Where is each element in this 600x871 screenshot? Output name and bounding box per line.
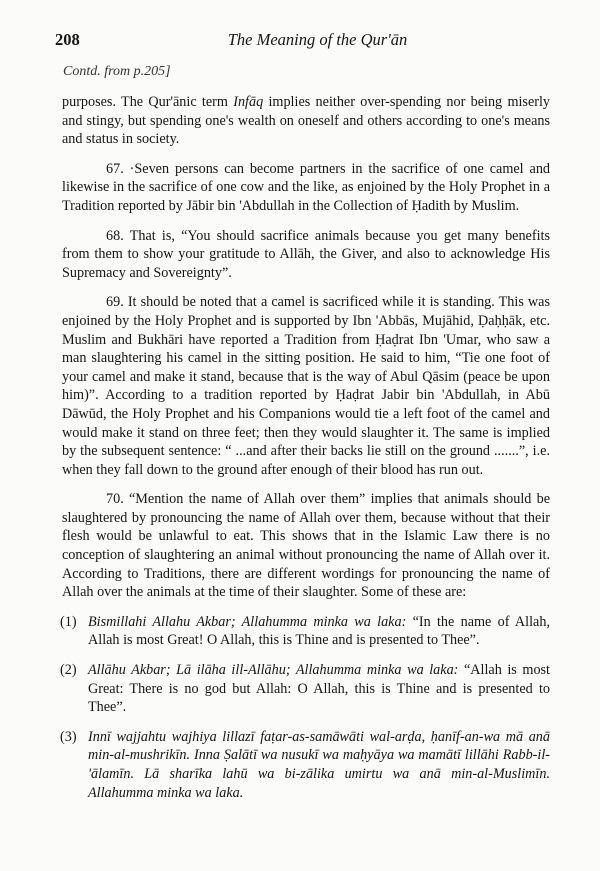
term-infaq: Infāq: [233, 94, 264, 110]
note-text: That is, “You should sacrifice animals because you get many benefits from them to show your gratitude to Allāh, the Giver, and also to acknowledge His Supremacy and Sovereignty”.: [62, 227, 550, 281]
translation: “Allah is most Great: There is no god but Allah: O Allah, this is Thine and is presented to Thee”.: [88, 662, 550, 716]
page-body: [62, 93, 550, 813]
page-number: 208: [55, 30, 80, 49]
invocation-3: [62, 728, 550, 802]
note-67: [62, 160, 550, 216]
list-label: (2): [60, 662, 77, 679]
note-number: 70.: [106, 491, 124, 508]
invocation-1: [62, 613, 550, 650]
note-text: “Mention the name of Allah over them” implies that animals should be slaughtered by pronouncing the name of Allah over them, because without that their flesh would be unlawful to eat. This shows that in the Islamic Law there is no conception of slaughtering an animal without pronouncing the name of Allah over it. According to Traditions, there are different wordings for pronouncing the name of Allah over the animals at the time of their slaughter. Some of these are:: [62, 491, 550, 601]
intro-text-post: implies neither over-spending nor being miserly and stingy, but spending one's wealth on oneself and others according to one's means and status in society.: [62, 94, 550, 148]
note-text: ·Seven persons can become partners in the sacrifice of one camel and likewise in the sacrifice of one cow and the like, as enjoined by the Holy Prophet in a Tradition reported by Jābir bin 'Abdullah in the Collection of Ḥadith by Muslim.: [62, 160, 551, 214]
note-number: 69.: [106, 294, 124, 311]
note-70: [62, 490, 550, 602]
invocation-text: [88, 728, 550, 802]
continuation-note: Contd. from p.205]: [63, 64, 171, 79]
transliteration: Allāhu Akbar; Lā ilāha ill-Allāhu; Allahumma minka wa laka:: [88, 662, 459, 679]
running-header: [55, 30, 550, 52]
list-label: (1): [60, 613, 77, 630]
intro-paragraph: [62, 93, 550, 149]
note-number: 68.: [106, 227, 124, 244]
transliteration: Bismillahi Allahu Akbar; Allahumma minka wa laka:: [88, 613, 407, 630]
invocation-text: [88, 613, 550, 650]
invocation-text: [88, 661, 550, 717]
invocation-2: [62, 661, 550, 717]
list-label: (3): [60, 728, 77, 745]
note-68: [62, 227, 550, 283]
book-title: The Meaning of the Qur'ān: [227, 30, 408, 49]
translation: “In the name of Allah, Allah is most Great! O Allah, this is Thine and is presented to Thee”.: [88, 613, 550, 649]
note-number: 67.: [106, 160, 124, 177]
note-text: It should be noted that a camel is sacrificed while it is standing. This was enjoined by the Holy Prophet and is supported by Ibn 'Abbās, Mujāhid, Ḍaḥḥāk, etc. Muslim and Bukhāri have reported a Tradition from Ḥaḍrat Ibn 'Umar, who saw a man slaughtering his camel in the sitting position. He said to him, “Tie one foot of your camel and make it stand, because that is the way of Abul Qāsim (peace be upon him)”. According to a tradition reported by Ḥaḍrat Jabir bin 'Abdullah, in Abū Dāwūd, the Holy Prophet and his Companions would tie a left foot of the camel and would make it stand on three feet; then they would slaughter it. The same is implied by the subsequent sentence: “ ...and after their backs lie still on the ground .......”, i.e. when they fall down to the ground after enough of their blood has run out.: [62, 294, 550, 478]
note-69: [62, 293, 550, 479]
transliteration: Innī wajjahtu wajhiya lillazī faṭar-as-samāwāti wal-arḍa, ḥanīf-an-wa mā anā min-al-mushrikīn. Inna Ṣalātī wa nusukī wa maḥyāya wa mamātī lillāhi Rabb-il-'ālamīn. Lā sharīka lahū wa bi-zālika umirtu wa anā min-al-Muslimīn. Allahumma minka wa laka.: [88, 728, 550, 801]
intro-text-pre: purposes. The Qur'ānic term: [62, 94, 234, 110]
